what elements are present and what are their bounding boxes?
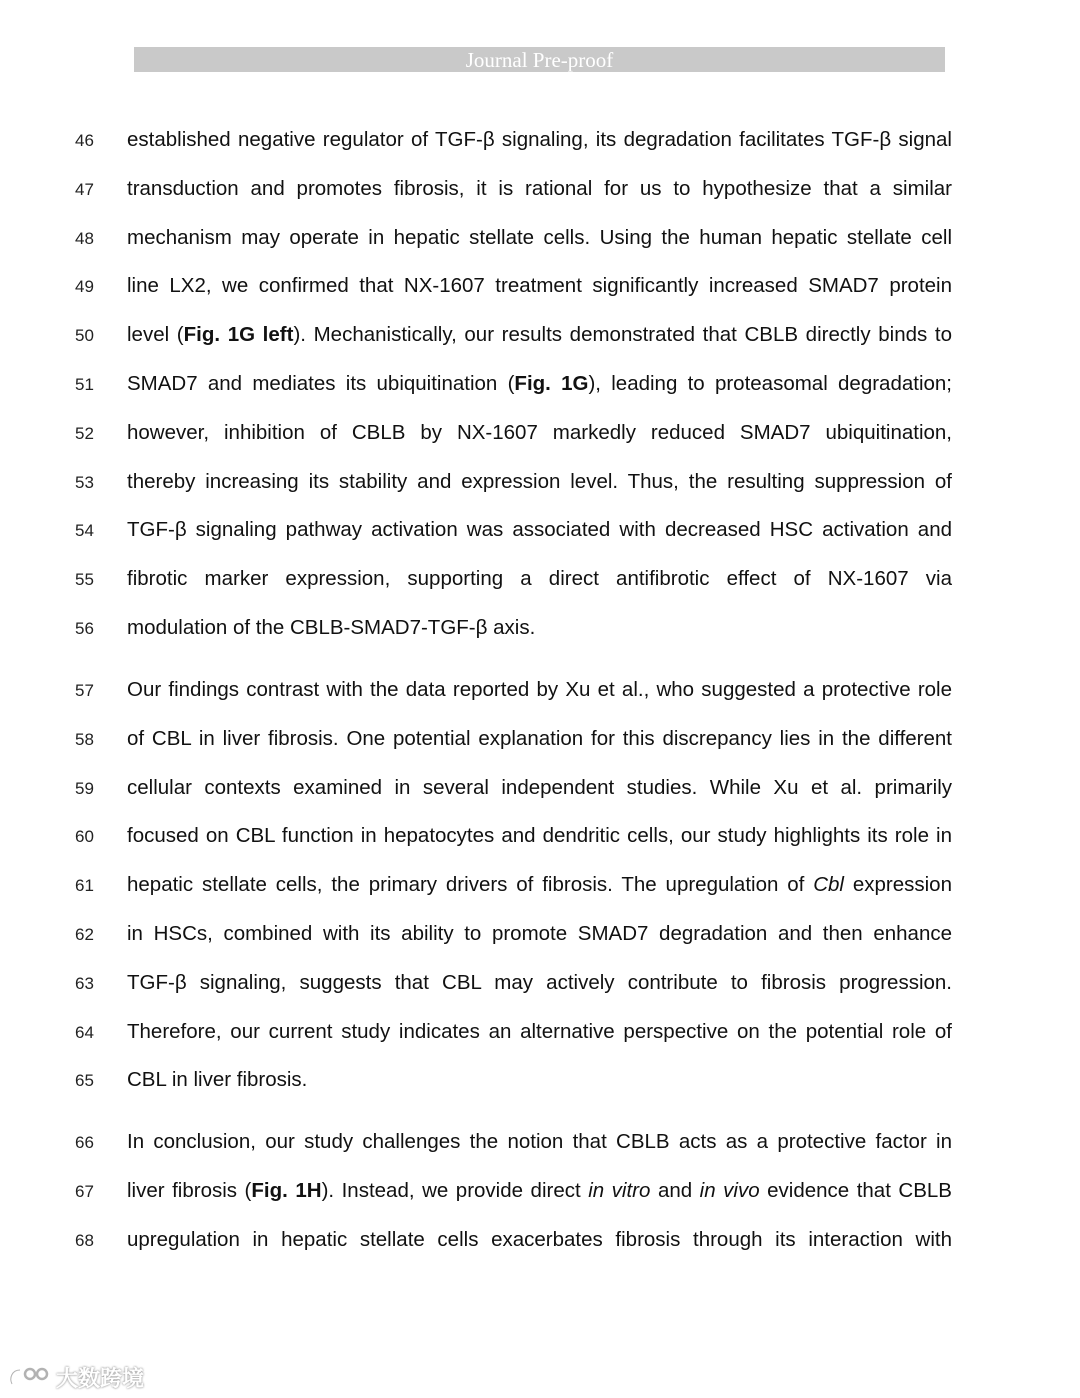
line-number: 65 [75,1071,94,1091]
text-line [127,274,952,298]
line-number: 47 [75,179,94,199]
line-number: 67 [75,1181,94,1201]
text-segment: level ( [127,323,184,347]
line-number: 56 [75,619,94,638]
logo-mark-icon [8,1364,52,1390]
text-segment: TGF-β signaling, suggests that CBL may actively contribute to fibrosis progression. [127,970,952,994]
text-line [127,678,952,702]
text-line [127,518,952,542]
text-line [127,922,952,946]
text-line [127,372,952,396]
line-number: 64 [75,1022,94,1042]
text-segment: SMAD7 and mediates its ubiquitination ( [127,372,515,395]
line-number: 53 [75,472,94,492]
watermark [8,1362,144,1392]
text-segment: ), leading to proteasomal degradation; [588,372,953,395]
text-segment: modulation of the CBLB-SMAD7-TGF-β axis. [127,616,536,639]
italic-term: in vivo [699,1178,760,1202]
text-line [127,1130,952,1154]
text-segment: of CBL in liver fibrosis. One potential explanation for this discrepancy lies in the different [127,726,952,750]
text-segment: mechanism may operate in hepatic stellate cells. Using the human hepatic stellate cell [127,225,952,249]
text-segment: thereby increasing its stability and expression level. Thus, the resulting suppression of [127,469,952,493]
text-segment: liver fibrosis ( [127,1178,252,1202]
text-line [127,567,952,591]
line-number: 46 [75,131,94,150]
figure-reference: Fig. 1G [514,372,589,395]
text-segment: evidence that CBLB [759,1178,952,1202]
line-number: 48 [75,228,94,248]
text-line [127,421,952,445]
line-number: 59 [75,778,94,798]
text-segment: ). Instead, we provide direct [321,1178,589,1202]
text-line [127,226,952,250]
text-segment: upregulation in hepatic stellate cells exacerbates fibrosis through its interaction with [127,1227,952,1251]
text-segment: Our findings contrast with the data reported by Xu et al., who suggested a protective role [127,678,952,701]
figure-reference: Fig. 1G left [183,323,294,347]
text-segment: TGF-β signaling pathway activation was associated with decreased HSC activation and [127,518,952,542]
text-line [127,177,952,201]
line-number: 50 [75,326,94,346]
text-segment: In conclusion, our study challenges the notion that CBLB acts as a protective factor in [127,1130,952,1153]
text-segment: ). Mechanistically, our results demonstrated that CBLB directly binds to [293,323,952,347]
line-number: 66 [75,1133,94,1152]
text-line [127,1179,952,1203]
text-line [127,873,952,897]
line-number: 68 [75,1230,94,1250]
italic-term: Cbl [813,873,844,897]
line-number: 49 [75,277,94,297]
text-line [127,1020,952,1044]
text-segment: CBL in liver fibrosis. [127,1068,308,1092]
figure-reference: Fig. 1H [251,1178,322,1202]
text-segment: focused on CBL function in hepatocytes and dendritic cells, our study highlights its role in [127,824,952,848]
text-line [127,616,952,640]
text-line [127,470,952,494]
italic-term: in vitro [588,1178,651,1202]
text-line [127,1228,952,1252]
line-number: 62 [75,925,94,944]
journal-preproof-banner [134,47,945,72]
text-segment: fibrotic marker expression, supporting a direct antifibrotic effect of NX-1607 via [127,567,952,591]
banner-text: Journal Pre-proof [465,48,614,72]
line-number: 54 [75,521,94,541]
text-segment: hepatic stellate cells, the primary drivers of fibrosis. The upregulation of [127,873,814,897]
text-line [127,128,952,152]
text-segment: cellular contexts examined in several independent studies. While Xu et al. primarily [127,775,952,799]
line-number: 57 [75,681,94,700]
line-number: 52 [75,423,94,443]
text-line [127,323,952,347]
text-line [127,1068,952,1092]
watermark-text: 大数跨境 [56,1365,145,1391]
line-number: 51 [75,375,94,394]
text-line [127,971,952,995]
text-segment: Therefore, our current study indicates an alternative perspective on the potential role of [127,1019,952,1043]
line-number: 60 [75,827,94,847]
text-segment: established negative regulator of TGF-β signaling, its degradation facilitates TGF-β signal [127,128,952,151]
text-segment: line LX2, we confirmed that NX-1607 treatment significantly increased SMAD7 protein [127,274,952,298]
text-segment: in HSCs, combined with its ability to promote SMAD7 degradation and then enhance [127,922,952,945]
text-segment: and [650,1178,700,1202]
text-segment: expression [843,873,952,897]
line-number: 61 [75,876,94,896]
line-number: 55 [75,570,94,590]
line-number: 63 [75,973,94,993]
text-segment: however, inhibition of CBLB by NX-1607 markedly reduced SMAD7 ubiquitination, [127,420,952,444]
text-segment: transduction and promotes fibrosis, it is rational for us to hypothesize that a similar [127,176,952,200]
text-line [127,824,952,848]
text-line [127,727,952,751]
text-line [127,776,952,800]
line-number: 58 [75,729,94,749]
